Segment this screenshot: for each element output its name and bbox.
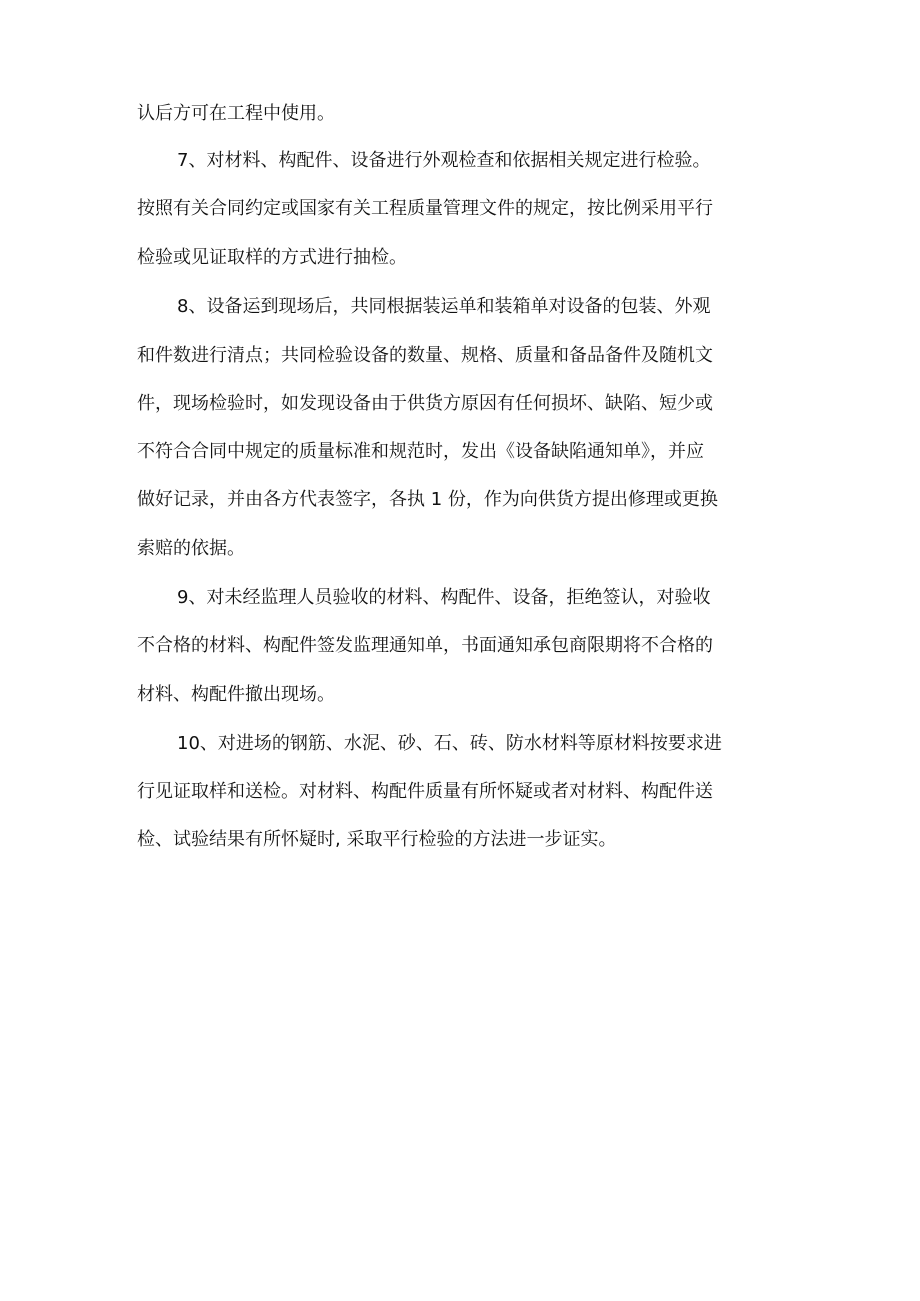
paragraph-7-line: 7、对材料、构配件、设备进行外观检查和依据相关规定进行检验。 bbox=[177, 150, 711, 171]
paragraph-9-line: 9、对未经监理人员验收的材料、构配件、设备，拒绝签认，对验收 bbox=[177, 587, 711, 608]
text-line: 做好记录，并由各方代表签字，各执 1 份，作为向供货方提出修理或更换 bbox=[137, 489, 718, 510]
text-line: 和件数进行清点；共同检验设备的数量、规格、质量和备品备件及随机文 bbox=[137, 345, 713, 366]
text-line: 认后方可在工程中使用。 bbox=[137, 103, 335, 124]
text-line: 索赔的依据。 bbox=[137, 538, 245, 559]
paragraph-10-line: 10、对进场的钢筋、水泥、砂、石、砖、防水材料等原材料按要求进 bbox=[177, 733, 722, 754]
text-line: 按照有关合同约定或国家有关工程质量管理文件的规定，按比例采用平行 bbox=[137, 198, 713, 219]
text-line: 不符合合同中规定的质量标准和规范时，发出《设备缺陷通知单》，并应 bbox=[137, 441, 704, 462]
text-line: 检验或见证取样的方式进行抽检。 bbox=[137, 247, 407, 268]
text-line: 检、试验结果有所怀疑时, 采取平行检验的方法进一步证实。 bbox=[137, 829, 617, 850]
text-line: 件，现场检验时，如发现设备由于供货方原因有任何损坏、缺陷、短少或 bbox=[137, 393, 713, 414]
text-line: 材料、构配件撤出现场。 bbox=[137, 684, 335, 705]
text-line: 行见证取样和送检。对材料、构配件质量有所怀疑或者对材料、构配件送 bbox=[137, 781, 713, 802]
text-line: 不合格的材料、构配件签发监理通知单，书面通知承包商限期将不合格的 bbox=[137, 635, 713, 656]
paragraph-8-line: 8、设备运到现场后，共同根据装运单和装箱单对设备的包装、外观 bbox=[177, 296, 711, 317]
